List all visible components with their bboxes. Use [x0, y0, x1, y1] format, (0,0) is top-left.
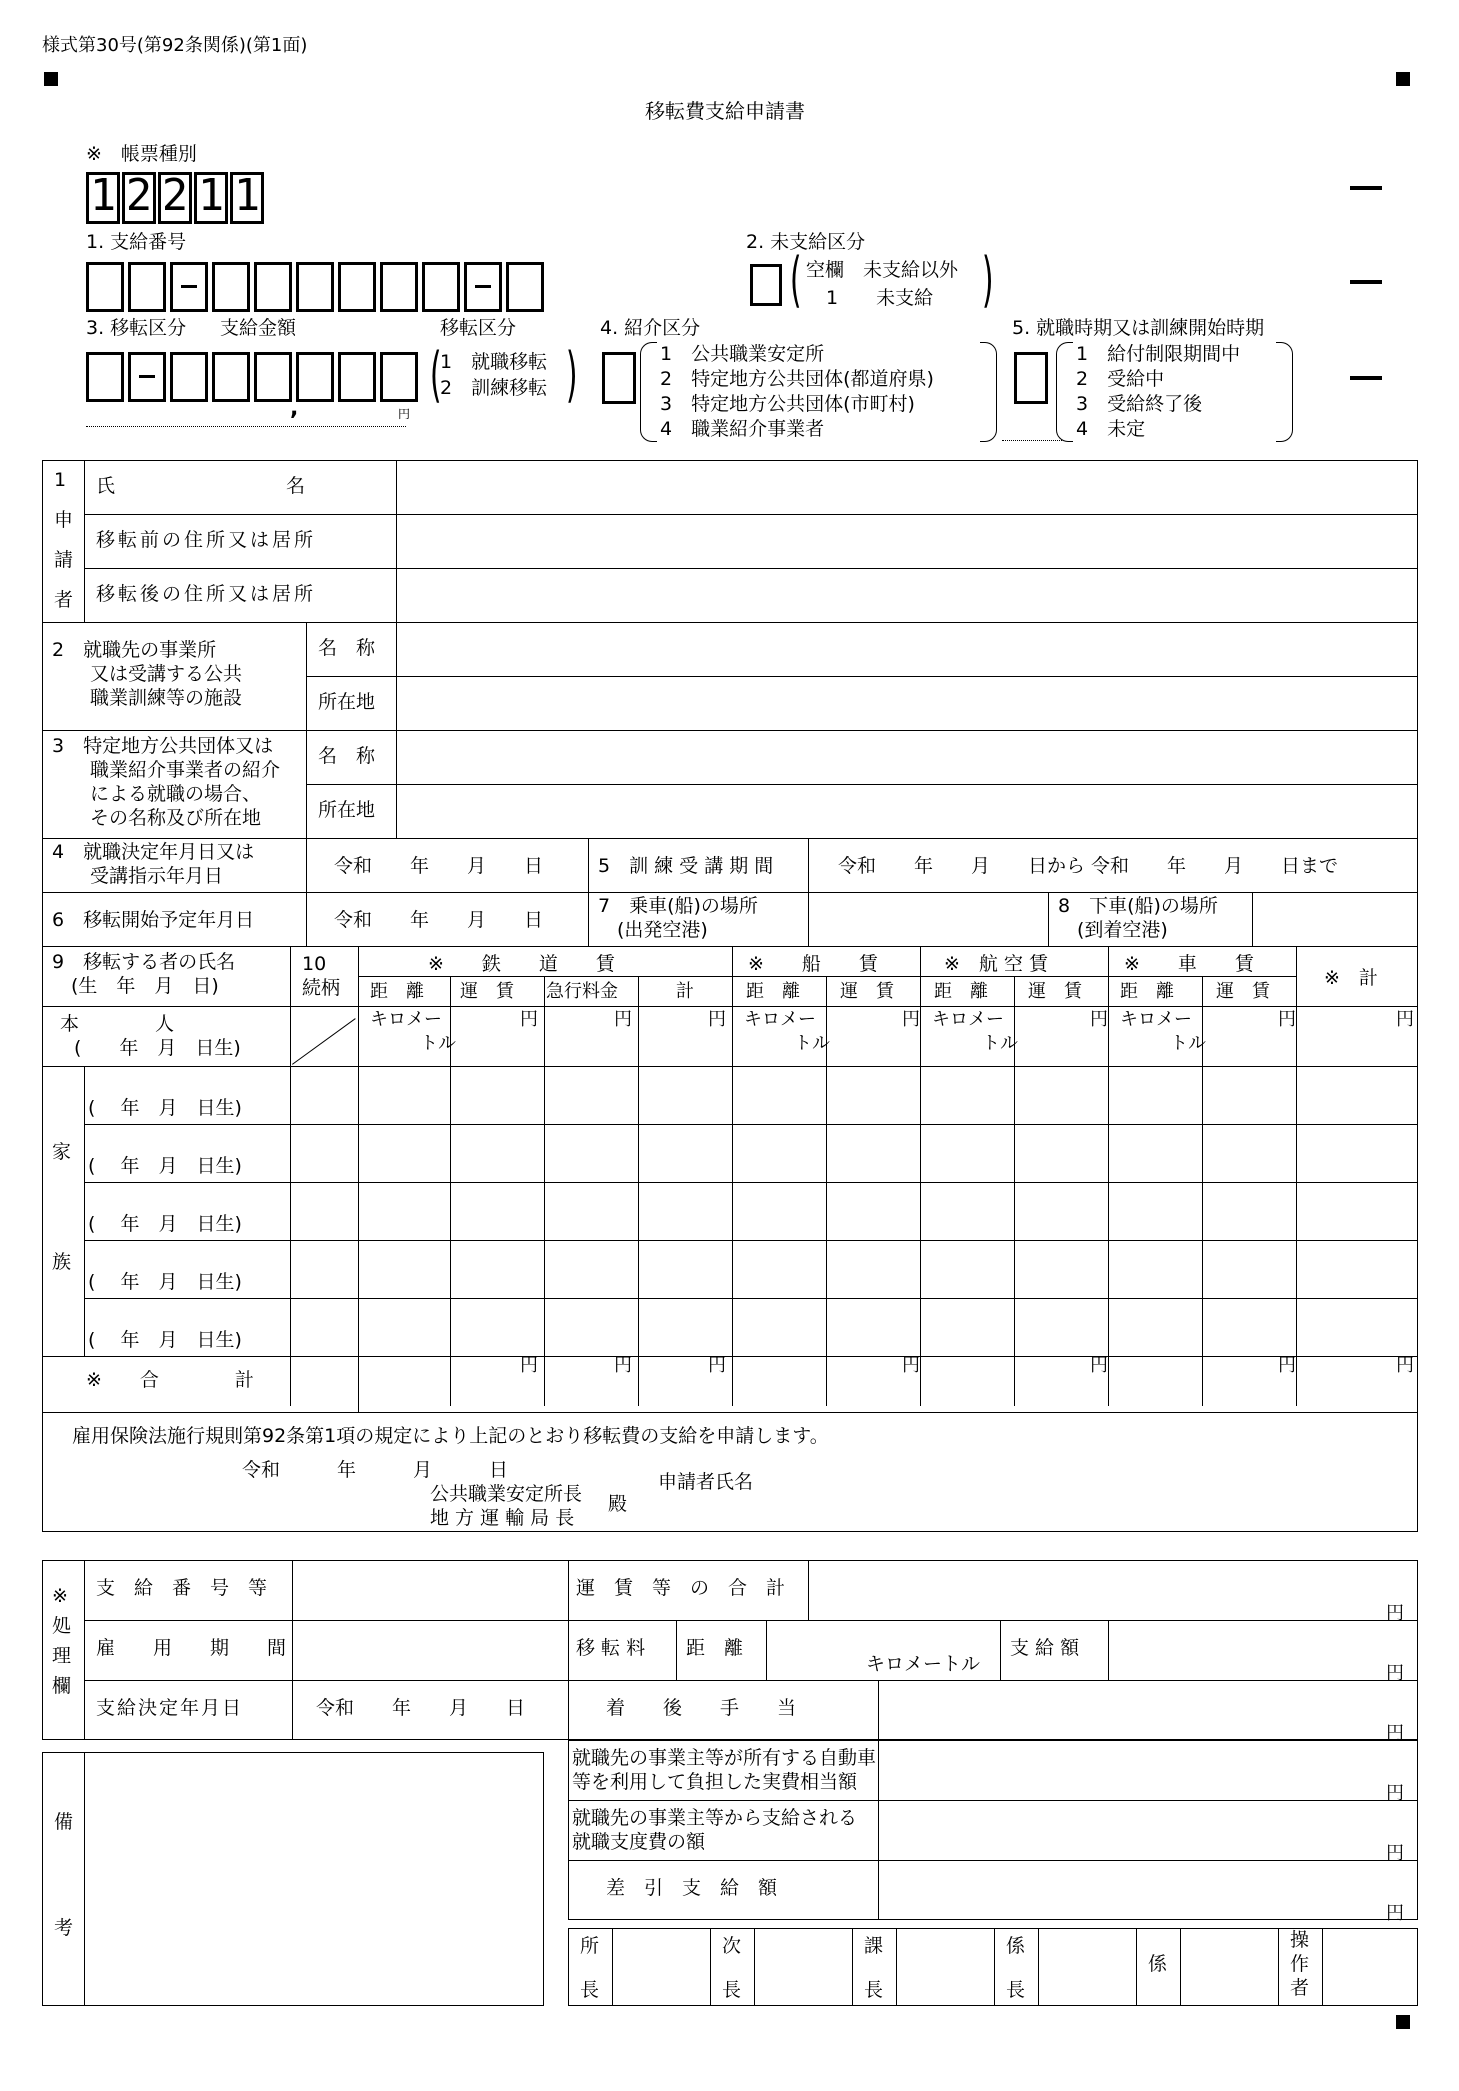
referral-label: 4. 紹介区分	[600, 317, 701, 339]
addr-after-label: 移転後の住所又は居所	[96, 583, 317, 605]
rule	[612, 1928, 613, 2006]
declaration-text: 雇用保険法施行規則第92条第1項の規定により上記のとおり移転費の支給を申請します。	[72, 1425, 829, 1447]
rule	[306, 784, 1418, 785]
referral-bracket	[640, 342, 657, 442]
corner-mark	[1396, 2015, 1410, 2029]
yen-mark: 円	[1396, 1009, 1414, 1030]
sub-header: 距 離	[1120, 981, 1174, 1002]
family-dob: ( 年 月 日生)	[88, 1213, 242, 1235]
sub-header: 距 離	[746, 981, 800, 1002]
amount-box[interactable]	[128, 352, 166, 402]
addressee-2: 地 方 運 輸 局 長	[430, 1507, 575, 1529]
process-side-char: 理	[52, 1645, 72, 1667]
amount-comma: ,	[290, 396, 299, 421]
name-label: 氏 名	[96, 475, 306, 497]
referral-box[interactable]	[602, 352, 636, 404]
rule	[84, 1298, 1418, 1299]
rule	[42, 892, 1418, 893]
rule	[42, 946, 1418, 947]
rule	[1278, 1928, 1279, 2006]
rule	[1180, 1928, 1181, 2006]
rule	[396, 622, 397, 838]
workplace-line: 又は受講する公共	[52, 663, 243, 685]
amount-yen: 円	[398, 407, 411, 421]
side-dash	[1350, 376, 1382, 380]
family-side: 族	[52, 1251, 72, 1273]
page-title: 移転費支給申請書	[645, 99, 805, 123]
pay-number-box[interactable]	[254, 262, 292, 312]
family-dob: ( 年 月 日生)	[88, 1097, 242, 1119]
rule	[638, 976, 639, 1406]
timing-bracket	[1056, 342, 1073, 442]
name-input[interactable]	[398, 466, 1414, 512]
dash-mark	[181, 285, 197, 288]
form-type-digit: 1	[230, 172, 264, 224]
applicant-side-char: 申	[54, 509, 74, 531]
pay-number-box[interactable]	[464, 262, 502, 312]
amount-box[interactable]	[380, 352, 418, 402]
sub-header: 急行料金	[546, 981, 618, 1002]
addressee-1: 公共職業安定所長	[430, 1483, 583, 1505]
yen-mark: 円	[1278, 1355, 1296, 1376]
transfer-fee-label: 移 転 料	[576, 1637, 646, 1659]
applicant-side-char: 1	[54, 469, 67, 491]
paren: )	[565, 340, 578, 410]
self-label: 本 人	[60, 1013, 175, 1035]
km-label: トル	[794, 1033, 830, 1054]
referral-org-name-label: 名 称	[318, 745, 376, 767]
unpaid-box[interactable]	[750, 264, 782, 306]
pay-number-box[interactable]	[170, 262, 208, 312]
km-label: トル	[1170, 1033, 1206, 1054]
paren: (	[429, 340, 442, 410]
amount-box[interactable]	[296, 352, 334, 402]
yen-mark: 円	[708, 1355, 726, 1376]
air-head: ※ 航 空 賃	[944, 953, 1048, 975]
decision-date-value: 令和 年 月 日	[334, 855, 544, 877]
timing-option: 3 受給終了後	[1076, 393, 1203, 415]
transfer-opt2: 2 訓練移転	[440, 377, 548, 399]
rule	[588, 838, 589, 946]
yen-mark: 円	[902, 1009, 920, 1030]
timing-box[interactable]	[1014, 352, 1048, 404]
self-dob: ( 年 月 日生)	[74, 1037, 241, 1059]
form-type-digit: 1	[86, 172, 120, 224]
dotted-line	[86, 426, 406, 427]
rule	[878, 1740, 879, 1920]
decision-line: 4 就職決定年月日又は	[52, 841, 255, 863]
family-dob: ( 年 月 日生)	[88, 1329, 242, 1351]
side-dash	[1350, 186, 1382, 190]
rule	[1108, 1620, 1109, 1680]
amount-label: 支給金額	[220, 317, 297, 339]
km-label: キロメー	[370, 1009, 442, 1030]
approval-label: 操	[1290, 1929, 1310, 1951]
rule	[396, 460, 397, 622]
rule	[808, 892, 809, 946]
rule	[1252, 892, 1253, 946]
pay-number-box[interactable]	[212, 262, 250, 312]
rule	[676, 1620, 677, 1680]
ship-head: ※ 船 賃	[748, 953, 878, 975]
rule	[84, 1240, 1418, 1241]
approval-label: 長	[1006, 1979, 1026, 2001]
referral-option: 3 特定地方公共団体(市町村)	[660, 393, 915, 415]
period-label: 雇 用 期 間	[96, 1637, 287, 1659]
addr-before-label: 移転前の住所又は居所	[96, 529, 317, 551]
timing-option: 2 受給中	[1076, 368, 1165, 390]
approval-label: 作	[1290, 1953, 1310, 1975]
rule	[732, 946, 733, 1406]
amount-box[interactable]	[86, 352, 124, 402]
yen-mark: 円	[708, 1009, 726, 1030]
fare-total-label: 運 賃 等 の 合 計	[576, 1577, 786, 1599]
referral-org-line: 3 特定地方公共団体又は	[52, 735, 274, 757]
yen-mark: 円	[1386, 1603, 1404, 1624]
rule	[84, 1560, 85, 1740]
alighting-line: 8 下車(船)の場所	[1058, 895, 1218, 917]
side-dash	[1350, 280, 1382, 284]
rule	[1136, 1928, 1137, 2006]
relation-line: 続柄	[302, 977, 341, 999]
rule	[84, 514, 1418, 515]
form-type-digit: 1	[194, 172, 228, 224]
rule	[808, 1560, 809, 1620]
distance-label: 距 離	[686, 1637, 744, 1659]
referral-bracket	[980, 342, 997, 442]
rule	[1038, 1928, 1039, 2006]
rule	[1048, 892, 1049, 946]
alighting-line: (到着空港)	[1058, 919, 1168, 941]
referral-org-loc-label: 所在地	[318, 799, 376, 821]
km-label: キロメー	[744, 1009, 816, 1030]
dash-mark	[475, 285, 491, 288]
transfer-type-label: 3. 移転区分	[86, 317, 187, 339]
timing-option: 4 未定	[1076, 418, 1146, 440]
dash-mark	[139, 375, 155, 378]
transfer-opt1: 1 就職移転	[440, 351, 548, 373]
rule	[84, 1680, 1418, 1681]
pay-number-box[interactable]	[128, 262, 166, 312]
amount-box[interactable]	[170, 352, 208, 402]
boarding-line: (出発空港)	[598, 919, 708, 941]
workplace-loc-label: 所在地	[318, 691, 376, 713]
referral-option: 1 公共職業安定所	[660, 343, 825, 365]
form-number: 様式第30号(第92条関係)(第1面)	[42, 35, 308, 56]
rule	[42, 730, 1418, 731]
timing-label: 5. 就職時期又は訓練開始時期	[1012, 317, 1265, 339]
rule	[1296, 946, 1297, 1406]
km-label: キロメー	[932, 1009, 1004, 1030]
pay-number-box[interactable]	[422, 262, 460, 312]
form-type-digit: 2	[122, 172, 156, 224]
decision-line: 受講指示年月日	[52, 865, 224, 887]
pay-no-label: 支 給 番 号 等	[96, 1577, 268, 1599]
rule	[306, 622, 307, 838]
total-head: ※ 計	[1324, 967, 1378, 989]
yen-mark: 円	[520, 1355, 538, 1376]
pay-number-box[interactable]	[296, 262, 334, 312]
yen-mark: 円	[1386, 1783, 1404, 1804]
rule	[84, 568, 1418, 569]
rule	[84, 1066, 85, 1356]
approval-label: 所	[580, 1935, 600, 1957]
sub-header: 距 離	[370, 981, 424, 1002]
pay-number-box[interactable]	[506, 262, 544, 312]
amount-box[interactable]	[254, 352, 292, 402]
rule	[358, 976, 1296, 977]
sub-header: 運 賃	[1028, 981, 1082, 1002]
form-type-digit: 2	[158, 172, 192, 224]
rule	[358, 1356, 359, 1412]
approval-label: 長	[580, 1979, 600, 2001]
training-period-value: 令和 年 月 日から 令和 年 月 日まで	[838, 855, 1339, 877]
arrival-label: 着 後 手 当	[606, 1697, 797, 1719]
approval-label: 次	[722, 1935, 742, 1957]
rule	[808, 838, 809, 892]
rule	[42, 622, 1418, 623]
applicant-name-label: 申請者氏名	[658, 1471, 754, 1493]
rule	[896, 1928, 897, 2006]
rule	[84, 460, 85, 622]
referral-org-line: 職業紹介事業者の紹介	[52, 759, 281, 781]
pay-amount-label: 支 給 額	[1010, 1637, 1080, 1659]
yen-mark: 円	[1386, 1663, 1404, 1684]
approval-label: 課	[864, 1935, 884, 1957]
declaration-date: 令和 年 月 日	[242, 1459, 509, 1481]
sub-header: 運 賃	[1216, 981, 1270, 1002]
referral-option: 4 職業紹介事業者	[660, 418, 825, 440]
car-head: ※ 車 賃	[1124, 953, 1254, 975]
rule	[568, 1560, 569, 1740]
yen-mark: 円	[1090, 1009, 1108, 1030]
approval-label: 係	[1006, 1935, 1026, 1957]
family-dob: ( 年 月 日生)	[88, 1271, 242, 1293]
yen-mark: 円	[1278, 1009, 1296, 1030]
start-date-value: 令和 年 月 日	[334, 909, 544, 931]
net-label: 差 引 支 給 額	[606, 1877, 778, 1899]
km-label: キロメー	[1120, 1009, 1192, 1030]
rule	[920, 946, 921, 1406]
rule	[306, 676, 1418, 677]
km-label: キロメートル	[866, 1653, 981, 1675]
sub-header: 運 賃	[460, 981, 514, 1002]
relation-line: 10	[302, 953, 327, 975]
amount-box[interactable]	[338, 352, 376, 402]
prep-cost-label: 就職支度費の額	[572, 1831, 706, 1853]
training-period-label: 5 訓 練 受 講 期 間	[598, 855, 774, 877]
unpaid-opt1: 空欄 未支給以外	[806, 259, 959, 281]
rule	[42, 1356, 1418, 1357]
pay-number-label: 1. 支給番号	[86, 231, 187, 253]
yen-mark: 円	[520, 1009, 538, 1030]
rule	[84, 1182, 1418, 1183]
rule	[852, 1928, 853, 2006]
rule	[544, 976, 545, 1406]
approval-label: 者	[1290, 1977, 1310, 1999]
yen-mark: 円	[1396, 1355, 1414, 1376]
form-type-label: ※ 帳票種別	[86, 143, 197, 165]
referral-org-line: による就職の場合、	[52, 783, 262, 805]
decision-date: 令和 年 月 日	[316, 1697, 526, 1719]
rule	[754, 1928, 755, 2006]
rule	[766, 1620, 767, 1680]
pay-number-box[interactable]	[338, 262, 376, 312]
unpaid-label: 2. 未支給区分	[746, 231, 866, 253]
paren: )	[981, 245, 994, 315]
sub-header: 運 賃	[840, 981, 894, 1002]
sub-header: 計	[676, 981, 694, 1002]
applicant-side-char: 請	[54, 549, 74, 571]
process-side-char: ※	[52, 1585, 68, 1607]
sub-header: 距 離	[934, 981, 988, 1002]
boarding-line: 7 乗車(船)の場所	[598, 895, 758, 917]
decision-label: 支給決定年月日	[96, 1697, 244, 1719]
yen-mark: 円	[902, 1355, 920, 1376]
rule	[710, 1928, 711, 2006]
transfer-kubun-label: 移転区分	[440, 317, 517, 339]
rule	[84, 1124, 1418, 1125]
dono: 殿	[608, 1493, 628, 1515]
remarks-input[interactable]	[90, 1758, 540, 2002]
workplace-line: 2 就職先の事業所	[52, 639, 217, 661]
corner-mark	[1396, 72, 1410, 86]
rule	[84, 1620, 1418, 1621]
rule	[292, 1560, 293, 1740]
corner-mark	[44, 72, 58, 86]
yen-mark: 円	[1090, 1355, 1108, 1376]
approval-label: 長	[864, 1979, 884, 2001]
approval-label: 係	[1148, 1953, 1168, 1975]
timing-bracket	[1276, 342, 1293, 442]
remarks-side: 備	[54, 1811, 74, 1833]
rule	[1108, 946, 1109, 1406]
amount-box[interactable]	[212, 352, 250, 402]
remarks-side: 考	[54, 1917, 74, 1939]
process-side-char: 処	[52, 1615, 72, 1637]
rule	[994, 1928, 995, 2006]
yen-mark: 円	[1386, 1723, 1404, 1744]
rule	[1322, 1928, 1323, 2006]
yen-mark: 円	[614, 1009, 632, 1030]
movers-line: (生 年 月 日)	[52, 975, 219, 997]
rule	[568, 1860, 1418, 1861]
km-label: トル	[420, 1033, 456, 1054]
workplace-line: 職業訓練等の施設	[52, 687, 243, 709]
unpaid-opt2: 1 未支給	[826, 287, 934, 309]
rule	[306, 838, 307, 946]
rule	[42, 1006, 1418, 1007]
rule	[42, 1066, 1418, 1067]
approval-label: 長	[722, 1979, 742, 2001]
rule	[878, 1680, 879, 1740]
yen-mark: 円	[1386, 1903, 1404, 1924]
timing-option: 1 給付制限期間中	[1076, 343, 1241, 365]
car-cost-label: 就職先の事業主等が所有する自動車	[572, 1747, 877, 1769]
referral-option: 2 特定地方公共団体(都道府県)	[660, 368, 934, 390]
rail-head: ※ 鉄 道 賃	[428, 953, 615, 975]
rule	[358, 946, 359, 1406]
referral-org-line: その名称及び所在地	[52, 807, 262, 829]
rule	[42, 1412, 1418, 1413]
family-dob: ( 年 月 日生)	[88, 1155, 242, 1177]
pay-number-box[interactable]	[86, 262, 124, 312]
rule	[290, 946, 291, 1406]
sum-label: ※ 合 計	[86, 1369, 254, 1391]
rule	[1000, 1620, 1001, 1680]
family-side: 家	[52, 1141, 72, 1163]
process-side-char: 欄	[52, 1675, 72, 1697]
rule	[42, 838, 1418, 839]
movers-line: 9 移転する者の氏名	[52, 951, 236, 973]
start-date-label: 6 移転開始予定年月日	[52, 909, 255, 931]
applicant-side-char: 者	[54, 589, 74, 611]
prep-cost-label: 就職先の事業主等から支給される	[572, 1807, 858, 1829]
yen-mark: 円	[614, 1355, 632, 1376]
workplace-name-label: 名 称	[318, 637, 376, 659]
remarks-divider	[84, 1752, 85, 2006]
dotted-line	[1002, 440, 1062, 441]
pay-number-box[interactable]	[380, 262, 418, 312]
yen-mark: 円	[1386, 1843, 1404, 1864]
rule	[568, 1800, 1418, 1801]
car-cost-label: 等を利用して負担した実費相当額	[572, 1771, 858, 1793]
km-label: トル	[982, 1033, 1018, 1054]
paren: (	[789, 245, 802, 315]
